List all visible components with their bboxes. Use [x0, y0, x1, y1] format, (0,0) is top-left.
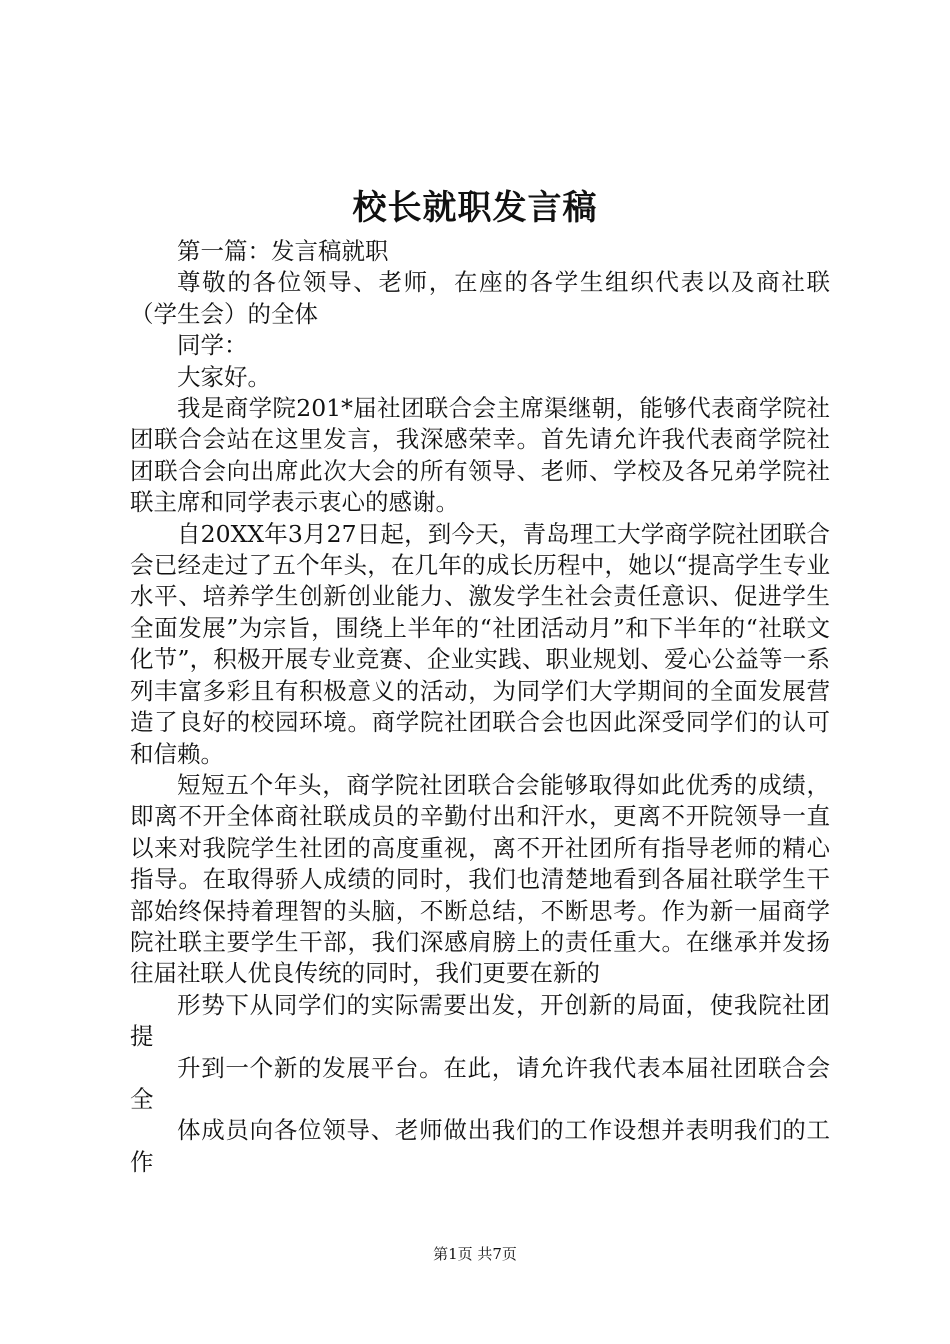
paragraph-fragment-1: 形势下从同学们的实际需要出发，开创新的局面，使我院社团提: [130, 990, 830, 1051]
paragraph-fragment-3: 体成员向各位领导、老师做出我们的工作设想并表明我们的工作: [130, 1116, 830, 1176]
paragraph-greeting: 大家好。: [177, 362, 271, 391]
paragraph-history: 自20XX年3月27日起，到今天，青岛理工大学商学院社团联合会已经走过了五个年头，在几年的成长历程中，她以“提高学生专业水平、培养学生创新创业能力、激发学生社会责任意识、促进学生全面发展”为宗旨，围绕上半年的“社团活动月”和下半年的“社联文化节”，积极开展专业竞赛、企业实践、职业规划、爱心公益等一系列丰富多彩且有积极意义的活动，为同学们大学期间的全面发展营造了良好的校园环境。商学院社团联合会也因此深受同学们的认可和信赖。: [130, 519, 830, 768]
document-body: [130, 236, 830, 1178]
paragraph-achievements: 短短五个年头，商学院社团联合会能够取得如此优秀的成绩，即离不开全体商社联成员的辛勤付出和汗水，更离不开院领导一直以来对我院学生社团的高度重视，离不开社团所有指导老师的精心指导。在取得骄人成绩的同时，我们也清楚地看到各届社联学生干部始终保持着理智的头脑，不断总结，不断思考。作为新一届商学院社联主要学生干部，我们深感肩膀上的责任重大。在继承并发扬往届社联人优良传统的同时，我们更要在新的: [130, 770, 830, 988]
paragraph-introduction: 我是商学院201*届社团联合会主席渠继朝，能够代表商学院社团联合会站在这里发言，我深感荣幸。首先请允许我代表商学院社团联合会向出席此次大会的所有领导、老师、学校及各兄弟学院社联主席和同学表示衷心的感谢。: [130, 394, 830, 517]
document-title: 校长就职发言稿: [352, 188, 598, 228]
paragraph-fragment-2: 升到一个新的发展平台。在此，请允许我代表本届社团联合会全: [130, 1053, 830, 1113]
paragraph-salutation: 尊敬的各位领导、老师，在座的各学生组织代表以及商社联（学生会）的全体: [130, 268, 830, 328]
page-footer: 第1页 共7页: [433, 1245, 517, 1263]
paragraph-salutation-end: 同学：: [177, 331, 248, 360]
paragraph-heading: 第一篇：发言稿就职: [177, 237, 389, 265]
